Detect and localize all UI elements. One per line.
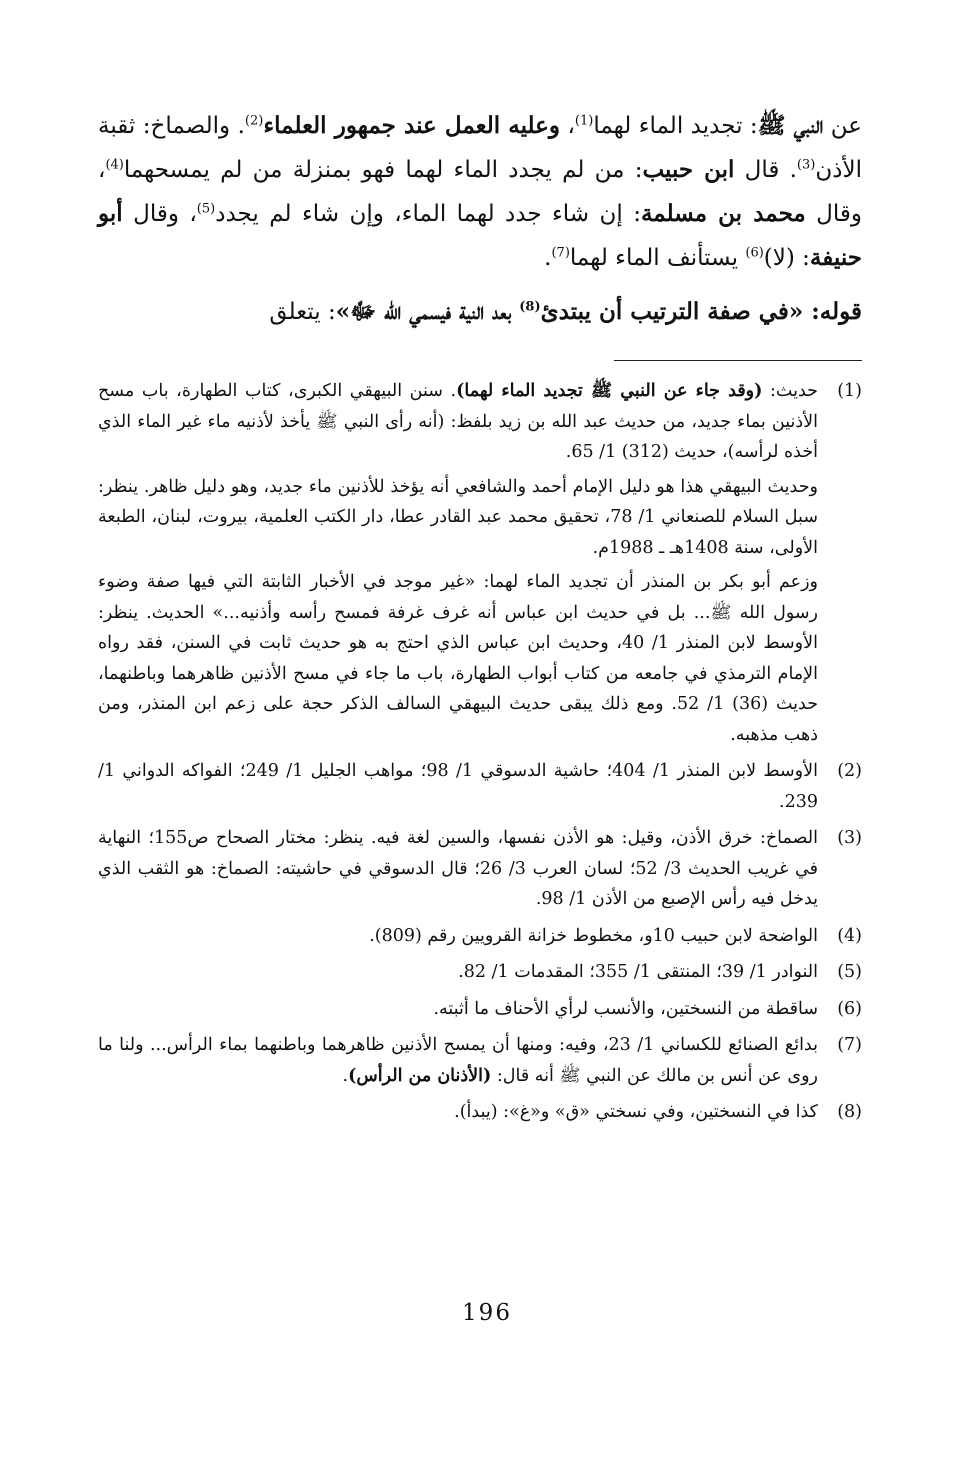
footnote-2 [98,756,862,817]
bold-run: (الأذنان من الرأس) [348,1065,492,1086]
bold-run: (وقد جاء عن النبي ﷺ تجديد الماء لهما) [456,381,763,401]
footnote-body: الواضحة لابن حبيب 10و، مخطوط خزانة القرويين رقم (809). [369,925,818,946]
footnote-4 [98,921,862,952]
footnote-body [98,376,818,750]
text-run: . [342,1065,349,1086]
footnote-ref-4[interactable]: (4) [105,157,124,173]
footnote-number: (1) [837,381,862,401]
main-text [98,104,862,334]
footnote-body: الصماخ: خرق الأذن، وقيل: هو الأذن نفسها، والسين لغة فيه. ينظر: مختار الصحاح ص155؛ النهاية في غريب الحديث 3/ 52؛ لسان العرب 3/ 26؛ قال الدسوقي في حاشيته: الصماخ: هو الثقب الذي يدخل فيه رأس الإصبع من الأذن 1/ 98. [98,828,818,909]
text-run: . قال [734,157,797,183]
footnote-ref-5[interactable]: (5) [196,201,216,217]
footnote-body: النوادر 1/ 39؛ المنتقى 1/ 355؛ المقدمات 1/ 82. [458,962,818,982]
text-run: ، وقال [98,157,862,227]
bold-run: محمد بن مسلمة [640,200,806,227]
footnote-body: كذا في النسختين، وفي نسختي «ق» و«غ»: (يبدأ). [454,1102,818,1122]
bold-run: وعليه العمل عند جمهور العلماء [263,112,560,139]
bold-run: بعد النية فيسمي الله ﷻ» [335,298,520,325]
footnote-ref-7[interactable]: (7) [551,245,570,261]
footnote-separator [614,360,862,361]
footnote-number: (5) [837,962,862,982]
text-run: عن [823,113,862,139]
text-run: : (لا) [763,245,810,271]
bold-run: ابن حبيب [642,156,735,183]
main-paragraph-1 [98,104,862,280]
footnote-6 [98,994,862,1025]
footnote-paragraph [98,376,818,468]
footnote-3 [98,823,862,915]
footnote-number: (8) [837,1102,862,1122]
footnote-number: (4) [837,925,862,946]
footnotes [98,376,862,1134]
text-run: ، وقال [122,201,197,227]
text-run: حديث: [762,381,818,401]
text-run: : تجديد الماء لهما [593,113,758,139]
footnote-ref-3[interactable]: (3) [796,157,816,173]
text-run: . والصماخ: ثقبة الأذن [98,113,862,183]
text-run: . سنن البيهقي الكبرى، كتاب الطهارة، باب مسح الأذنين بماء جديد، من حديث عبد الله بن زيد بلفظ: (أنه رأى النبي ﷺ يأخذ لأذنيه ماء غير الماء الذي أخذه لرأسه)، حديث (312) 1/ 65. [98,381,818,462]
footnote-number: (3) [837,828,862,848]
text-run: : يتعلق [269,299,336,325]
bold-run: : «في صفة الترتيب أن يبتدئ [540,298,820,325]
footnote-number: (7) [837,1035,862,1055]
footnote-7 [98,1030,862,1091]
page-number: 196 [462,1300,512,1326]
footnote-8 [98,1097,862,1128]
footnote-number: (2) [837,761,862,781]
text-run: يستأنف الماء لهما [569,245,746,271]
text-run: . [544,245,552,271]
footnote-body: ساقطة من النسختين، والأنسب لرأي الأحناف ما أثبته. [433,998,818,1019]
footnote-body [98,1030,818,1091]
text-run: بدائع الصنائع للكساني 1/ 23، وفيه: ومنها أن يمسح الأذنين ظاهرهما وباطنهما بماء الرأس... ولنا ما روى عن أنس بن مالك عن النبي ﷺ أنه قال: [98,1035,818,1086]
footnote-paragraph: وزعم أبو بكر بن المنذر أن تجديد الماء لهما: «غير موجد في الأخبار الثابتة التي فيها صفة وضوء رسول الله ﷺ... بل في حديث ابن عباس أنه غرف غرفة فمسح رأسه وأذنيه...» الحديث. ينظر: الأوسط لابن المنذر 1/ 40، وحديث ابن عباس الذي احتج به هو حديث ثابت في السنن، فقد رواه الإمام الترمذي في جامعه من كتاب أبواب الطهارة، باب ما جاء في مسح الأذنين ظاهرهما وباطنهما، حديث (36) 1/ 52. ومع ذلك يبقى حديث البيهقي السالف الذكر حجة على زعم ابن المنذر، ومن ذهب مذهبه. [98,572,819,745]
footnote-ref-8[interactable]: (8) [519,299,541,315]
text-run: ، [559,113,575,139]
text-run: : من لم يجدد الماء لهما فهو بمنزلة من لم يمسحهما [123,157,643,183]
bold-run: قوله [819,298,862,325]
footnote-5 [98,957,862,988]
bold-run: النبي ﷺ [757,112,824,139]
footnote-ref-6[interactable]: (6) [745,245,764,261]
footnote-ref-2[interactable]: (2) [244,113,264,129]
main-paragraph-2 [98,290,862,334]
footnote-body: الأوسط لابن المنذر 1/ 404؛ حاشية الدسوقي 1/ 98؛ مواهب الجليل 1/ 249؛ الفواكه الدواني 1/ 239. [98,761,818,812]
text-run: : إن شاء جدد لهما الماء، وإن شاء لم يجدد [215,201,641,227]
footnote-paragraph: وحديث البيهقي هذا هو دليل الإمام أحمد والشافعي أنه يؤخذ للأذنين ماء جديد، وهو دليل ظاهر. ينظر: سبل السلام للصنعاني 1/ 78، تحقيق محمد عبد القادر عطا، دار الكتب العلمية، بيروت، لبنان، الطبعة الأولى، سنة 1408هـ ـ 1988م. [98,476,818,558]
bold-run: أبو حنيفة [98,200,862,271]
footnote-1 [98,376,862,750]
footnote-ref-1[interactable]: (1) [574,113,594,129]
footnote-number: (6) [837,998,862,1019]
